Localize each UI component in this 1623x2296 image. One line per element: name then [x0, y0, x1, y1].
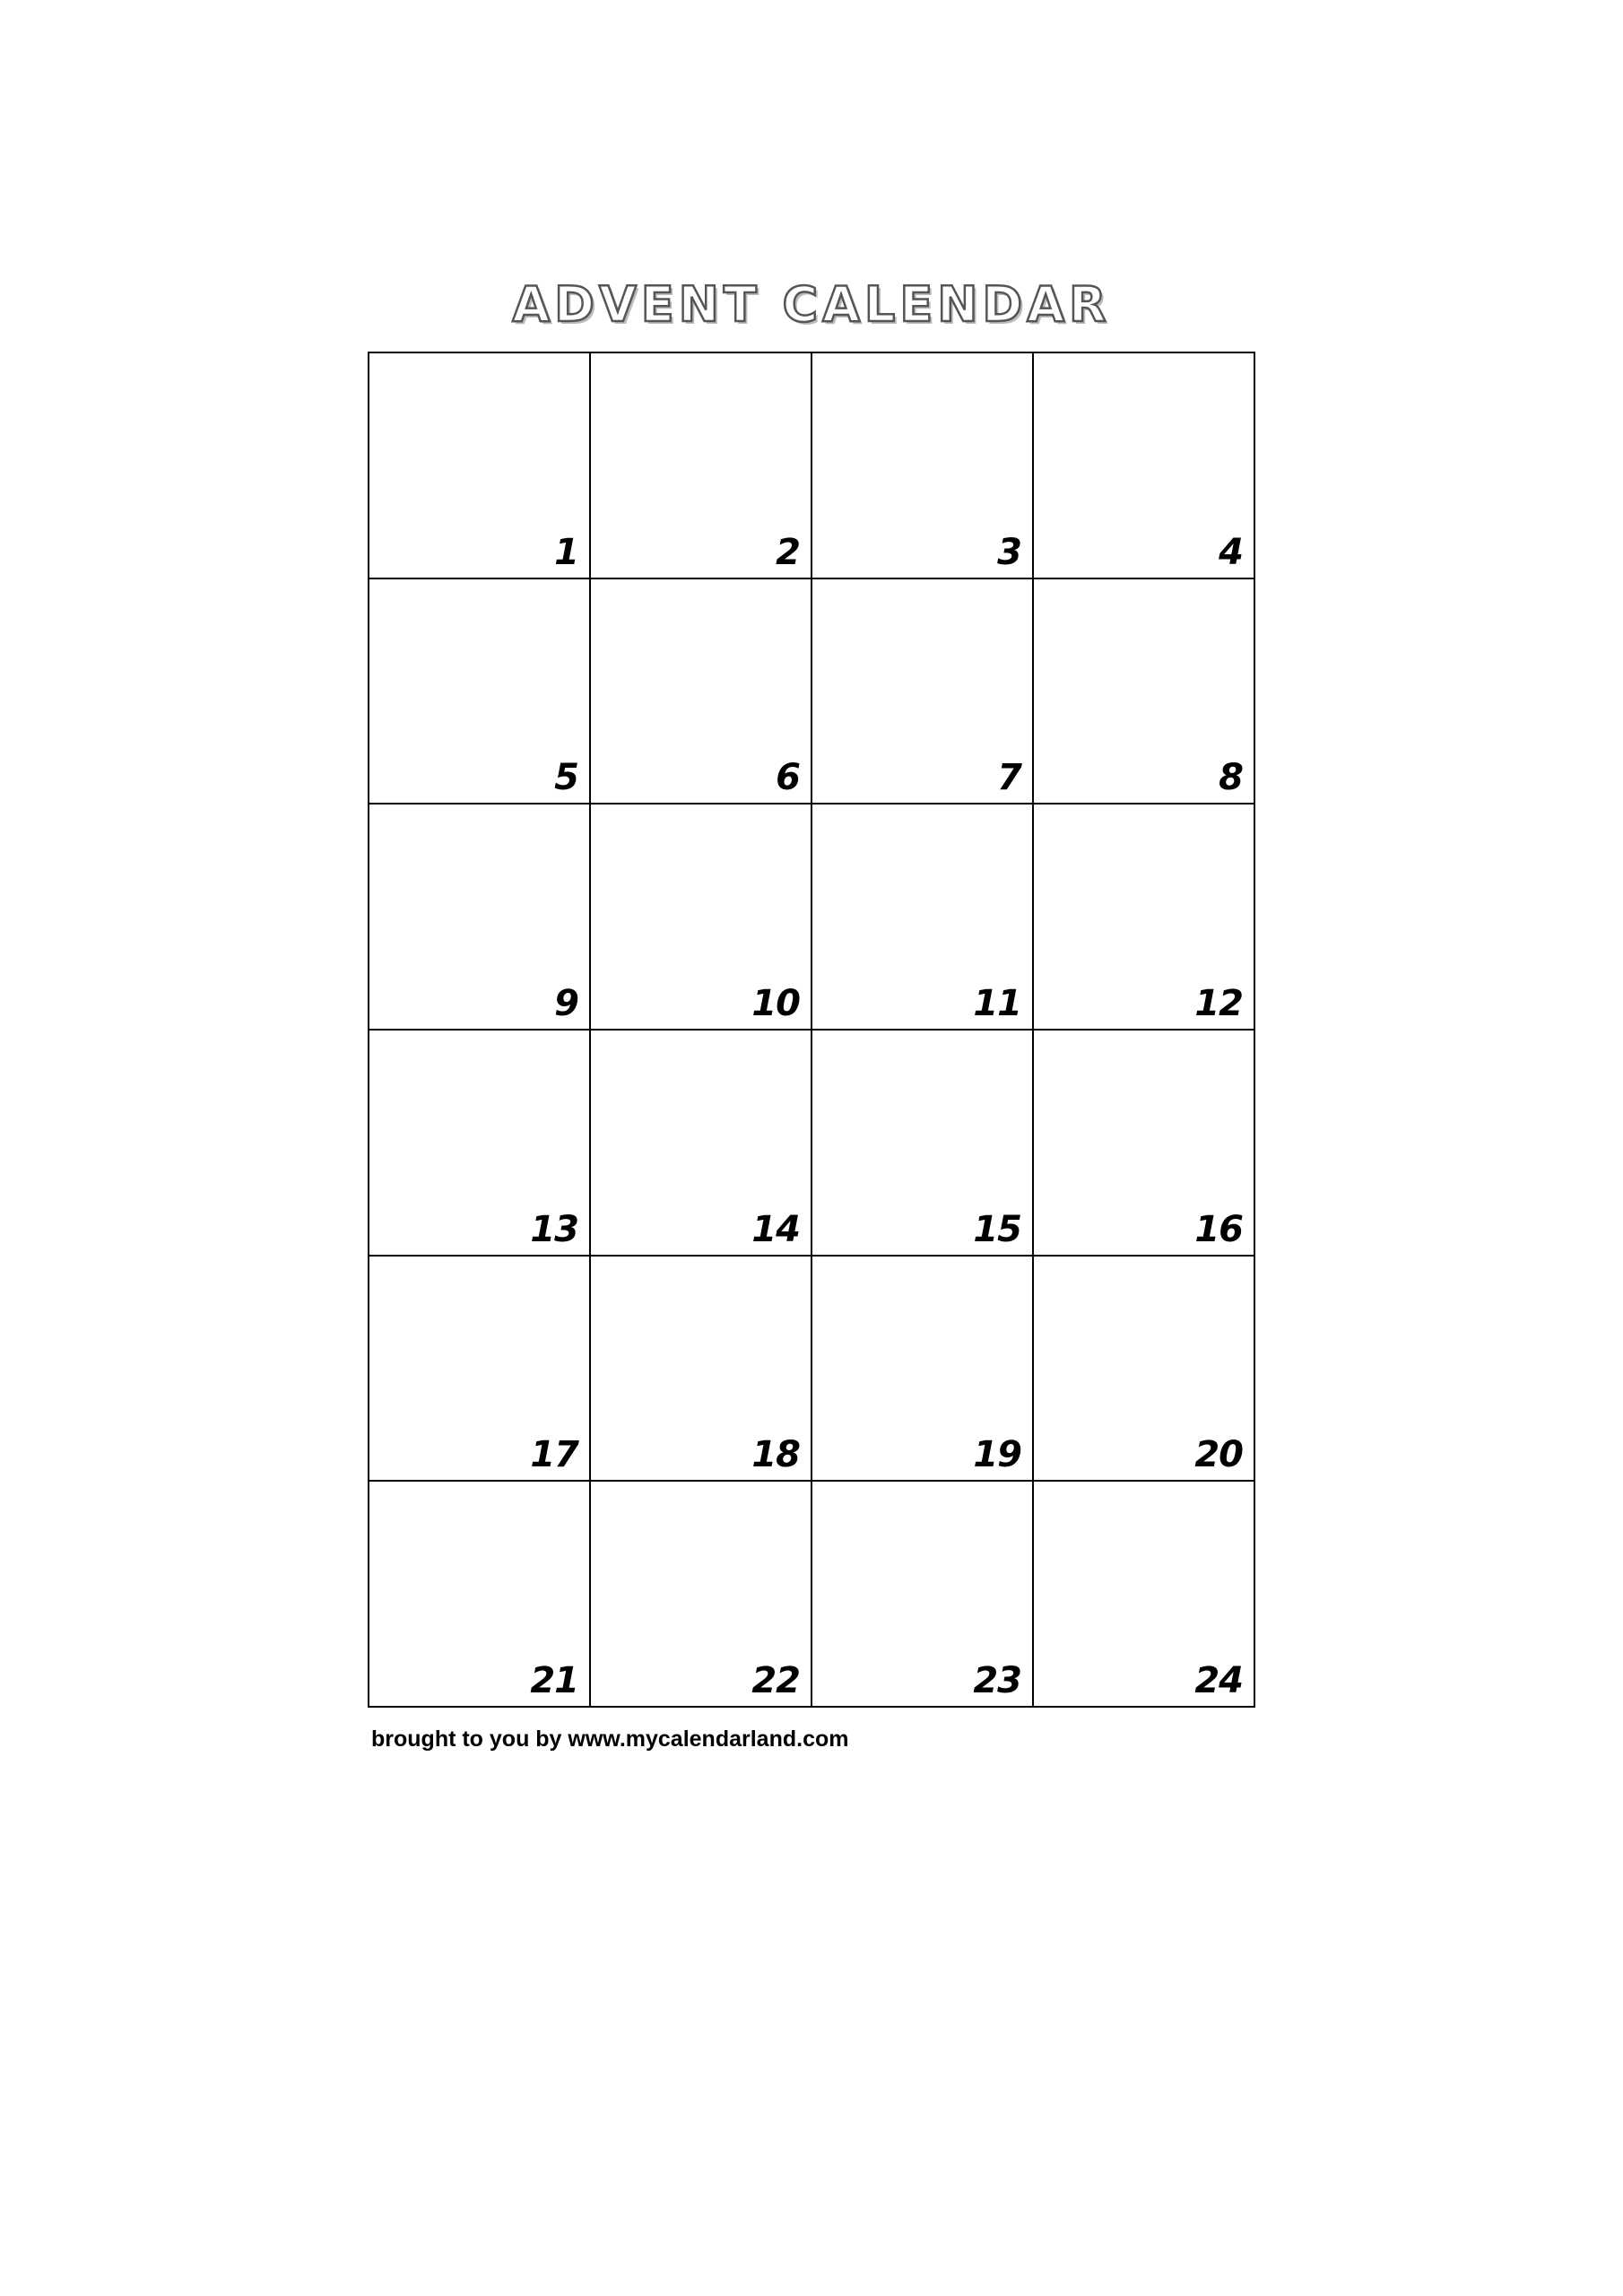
- day-number: 5: [554, 757, 578, 799]
- day-cell-17: [369, 1257, 591, 1483]
- day-cell-19: [812, 1257, 1034, 1483]
- day-cell-9: [369, 804, 591, 1031]
- day-cell-1: [369, 353, 591, 579]
- day-number: 3: [997, 531, 1021, 573]
- day-number: 1: [554, 531, 578, 573]
- day-cell-16: [1034, 1031, 1255, 1257]
- day-cell-10: [591, 804, 812, 1031]
- day-number: 8: [1219, 757, 1243, 799]
- day-cell-20: [1034, 1257, 1255, 1483]
- day-number: 19: [973, 1434, 1021, 1476]
- day-number: 22: [751, 1660, 800, 1701]
- day-number: 11: [973, 983, 1021, 1024]
- day-cell-21: [369, 1482, 591, 1708]
- day-cell-13: [369, 1031, 591, 1257]
- day-cell-2: [591, 353, 812, 579]
- day-number: 20: [1194, 1434, 1243, 1476]
- footer-credit: brought to you by www.mycalendarland.com: [371, 1726, 849, 1752]
- day-number: 15: [973, 1208, 1021, 1250]
- day-number: 17: [530, 1434, 578, 1476]
- day-cell-7: [812, 579, 1034, 805]
- day-number: 23: [973, 1660, 1021, 1701]
- day-cell-14: [591, 1031, 812, 1257]
- day-number: 16: [1194, 1208, 1243, 1250]
- day-cell-12: [1034, 804, 1255, 1031]
- day-number: 9: [554, 983, 578, 1024]
- page-title: ADVENT CALENDAR: [512, 276, 1111, 333]
- day-number: 2: [776, 531, 800, 573]
- day-number: 6: [776, 757, 800, 799]
- day-cell-23: [812, 1482, 1034, 1708]
- day-cell-5: [369, 579, 591, 805]
- day-number: 14: [751, 1208, 800, 1250]
- day-cell-4: [1034, 353, 1255, 579]
- day-number: 7: [997, 757, 1021, 799]
- day-number: 10: [751, 983, 800, 1024]
- day-cell-11: [812, 804, 1034, 1031]
- day-cell-15: [812, 1031, 1034, 1257]
- day-number: 4: [1219, 531, 1243, 573]
- day-number: 12: [1194, 983, 1243, 1024]
- day-number: 21: [530, 1660, 578, 1701]
- day-number: 18: [751, 1434, 800, 1476]
- day-number: 13: [530, 1208, 578, 1250]
- day-cell-22: [591, 1482, 812, 1708]
- day-cell-24: [1034, 1482, 1255, 1708]
- day-cell-3: [812, 353, 1034, 579]
- day-cell-18: [591, 1257, 812, 1483]
- advent-calendar-grid: [368, 352, 1255, 1708]
- day-cell-8: [1034, 579, 1255, 805]
- day-number: 24: [1194, 1660, 1243, 1701]
- day-cell-6: [591, 579, 812, 805]
